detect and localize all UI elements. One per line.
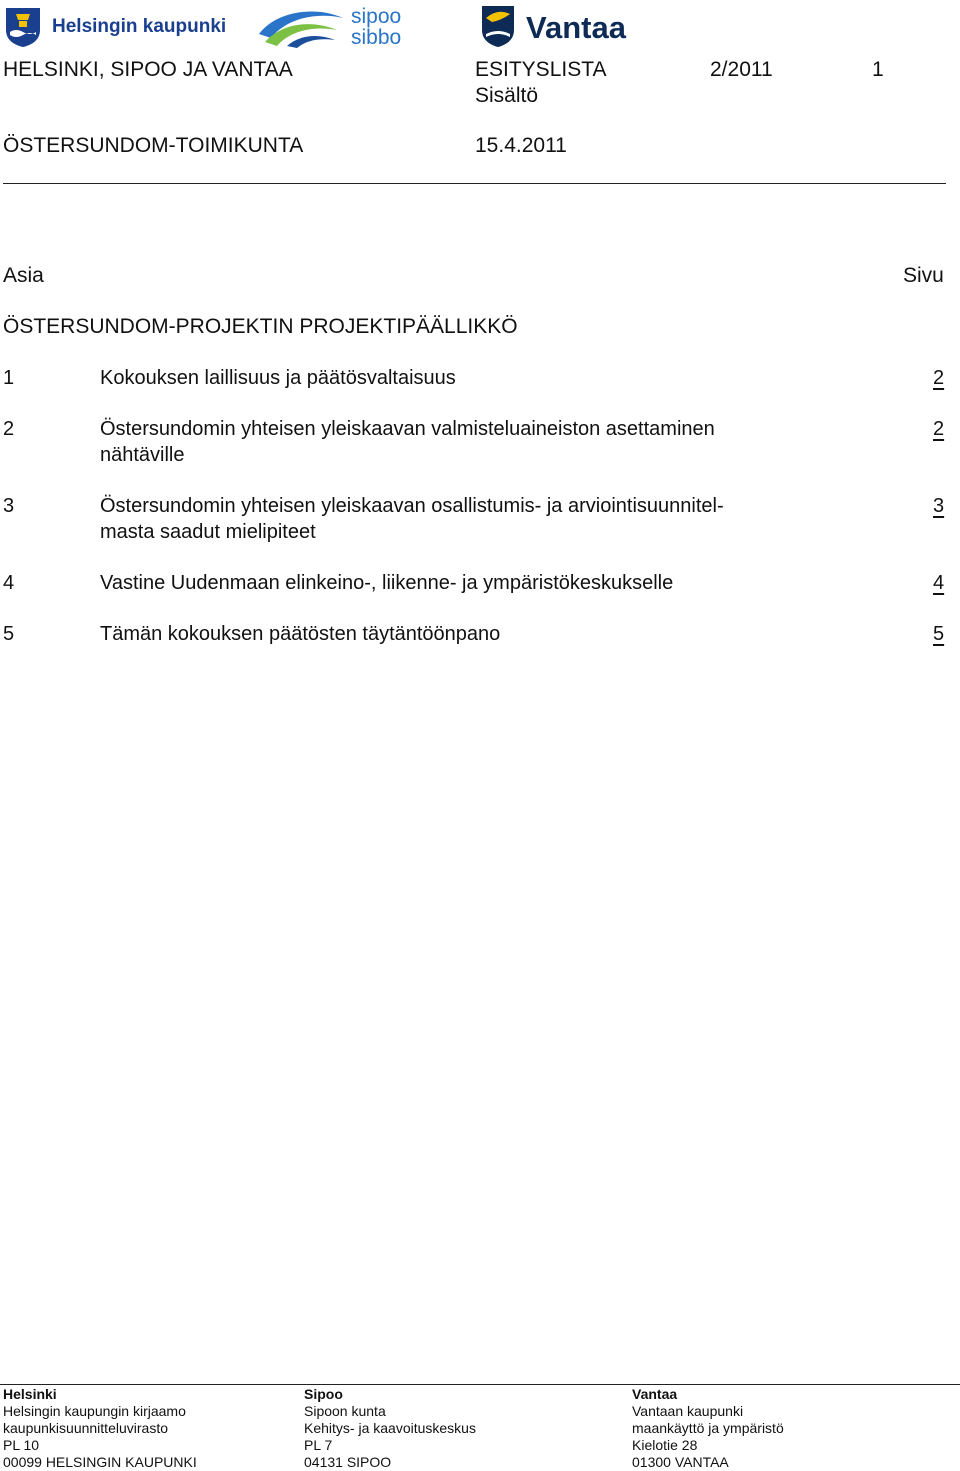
footer-helsinki-line4: 00099 HELSINGIN KAUPUNKI [3, 1454, 197, 1470]
sipoo-logo-text-sv: sibbo [351, 26, 402, 49]
toc-item-number: 4 [3, 572, 15, 594]
footer-helsinki-line1: Helsingin kaupungin kirjaamo [3, 1403, 186, 1419]
toc-item-4[interactable] [0, 570, 960, 598]
footer-vantaa [632, 1386, 784, 1471]
header-page-number: 1 [872, 58, 884, 81]
footer-vantaa-line3: Kielotie 28 [632, 1437, 698, 1453]
vantaa-crest-icon [480, 4, 516, 48]
sipoo-logo-text-fi: sipoo [351, 5, 402, 28]
toc-item-title: Kokouksen laillisuus ja päätösvaltaisuus [100, 367, 456, 389]
sipoo-wave-icon [257, 4, 347, 48]
toc-item-page[interactable]: 2 [933, 418, 945, 440]
header-issue: 2/2011 [710, 58, 773, 81]
header-doc-type: ESITYSLISTA [475, 58, 607, 81]
toc-item-title-continued: nähtäville [100, 444, 185, 466]
header-divider [3, 183, 946, 184]
toc-item-number: 5 [3, 623, 15, 645]
toc-item-3[interactable] [0, 493, 960, 547]
vantaa-logo [480, 4, 640, 50]
toc-item-number: 1 [3, 367, 15, 389]
vantaa-logo-text: Vantaa [526, 10, 626, 45]
header-organization: HELSINKI, SIPOO JA VANTAA [3, 58, 293, 81]
helsinki-logo-text: Helsingin kaupunki [52, 16, 227, 37]
toc-group-title: ÖSTERSUNDOM-PROJEKTIN PROJEKTIPÄÄLLIKKÖ [3, 315, 518, 338]
footer-divider [0, 1384, 960, 1385]
helsinki-logo [4, 6, 244, 50]
footer-helsinki-title: Helsinki [3, 1386, 57, 1402]
footer-sipoo-line2: Kehitys- ja kaavoituskeskus [304, 1420, 476, 1436]
header-date: 15.4.2011 [475, 134, 567, 157]
footer-sipoo-title: Sipoo [304, 1386, 343, 1402]
footer-helsinki [3, 1386, 197, 1471]
footer-vantaa-title: Vantaa [632, 1386, 678, 1402]
footer-vantaa-line2: maankäyttö ja ympäristö [632, 1420, 784, 1436]
toc-item-number: 3 [3, 495, 15, 517]
toc-item-page[interactable]: 4 [933, 572, 945, 594]
toc-item-number: 2 [3, 418, 15, 440]
toc-col-page: Sivu [903, 264, 944, 287]
toc-item-title: Östersundomin yhteisen yleiskaavan valmisteluaineiston asettaminen [100, 418, 715, 440]
toc-item-page[interactable]: 3 [933, 495, 945, 517]
footer-sipoo-line3: PL 7 [304, 1437, 333, 1453]
toc-item-title-continued: masta saadut mielipiteet [100, 521, 316, 543]
header-section: Sisältö [475, 84, 539, 107]
toc-col-subject: Asia [3, 264, 44, 287]
footer-sipoo-line1: Sipoon kunta [304, 1403, 386, 1419]
helsinki-crest-icon [4, 6, 42, 48]
footer-sipoo-line4: 04131 SIPOO [304, 1454, 392, 1470]
sipoo-logo [257, 4, 417, 52]
toc-item-page[interactable]: 2 [933, 367, 945, 389]
toc-item-title: Vastine Uudenmaan elinkeino-, liikenne- ja ympäristökeskukselle [100, 572, 674, 594]
footer-vantaa-line4: 01300 VANTAA [632, 1454, 729, 1470]
toc-item-title: Östersundomin yhteisen yleiskaavan osallistumis- ja arviointisuunnitel- [100, 495, 724, 517]
footer-vantaa-line1: Vantaan kaupunki [632, 1403, 744, 1419]
toc-item-1[interactable] [0, 365, 960, 393]
toc-item-title: Tämän kokouksen päätösten täytäntöönpano [100, 623, 501, 645]
header-committee: ÖSTERSUNDOM-TOIMIKUNTA [3, 134, 304, 157]
toc-item-page[interactable]: 5 [933, 623, 945, 645]
footer-helsinki-line2: kaupunkisuunnitteluvirasto [3, 1420, 168, 1436]
toc-item-2[interactable] [0, 416, 960, 470]
toc-item-5[interactable] [0, 621, 960, 649]
footer-sipoo [304, 1386, 476, 1471]
footer-helsinki-line3: PL 10 [3, 1437, 40, 1453]
